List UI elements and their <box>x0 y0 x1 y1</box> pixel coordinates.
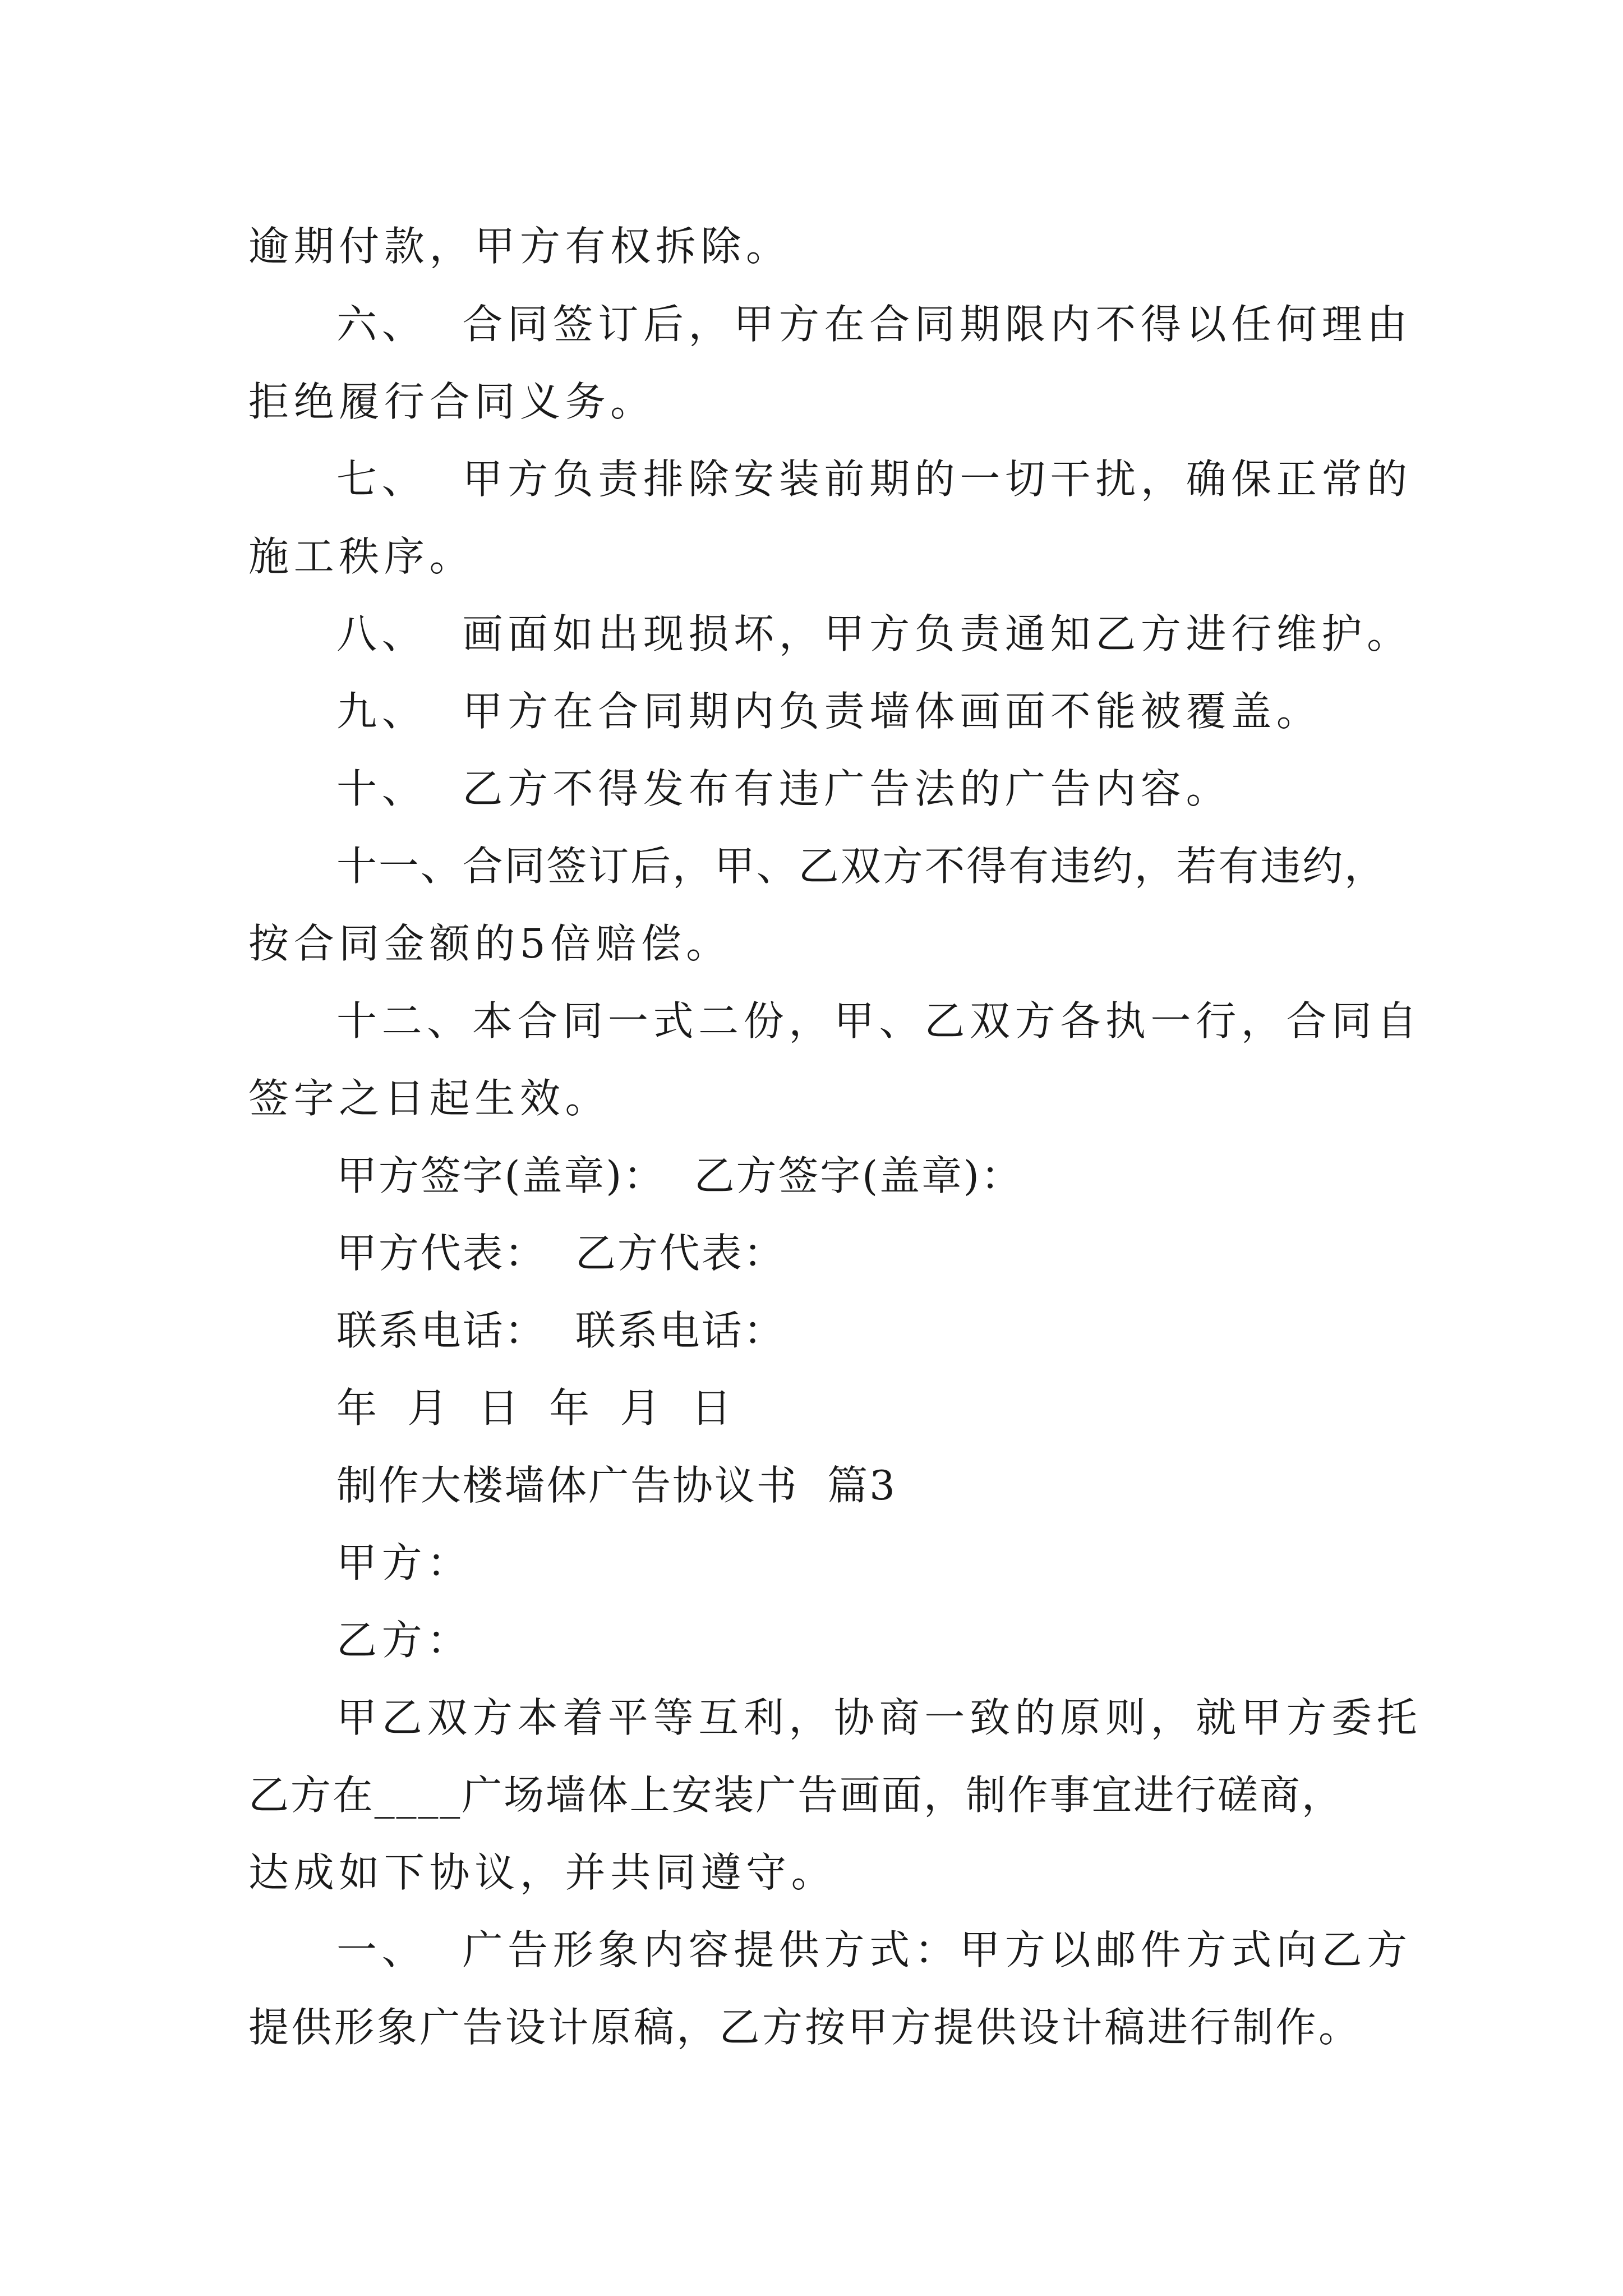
preamble-line-3: 达成如下协议，并共同遵守。 <box>248 1849 837 1896</box>
party-b-label: 乙方： <box>336 1617 472 1664</box>
text-line-overdue-payment: 逾期付款，甲方有权拆除。 <box>248 223 791 270</box>
preamble-line-2: 乙方在____广场墙体上安装广告画面，制作事宜进行磋商， <box>248 1772 1344 1819</box>
phone-line: 联系电话： 联系电话： <box>336 1307 786 1354</box>
date-line: 年 月 日 年 月 日 <box>336 1384 733 1432</box>
clause-7-line-1: 七、 甲方负责排除安装前期的一切干扰，确保正常的 <box>336 455 1412 503</box>
representative-line: 甲方代表： 乙方代表： <box>336 1230 786 1277</box>
clause-11-line-1: 十一、合同签订后，甲、乙双方不得有违约，若有违约， <box>336 843 1387 890</box>
clause-11-line-2: 按合同金额的5倍赔偿。 <box>248 920 731 967</box>
preamble-line-1: 甲乙双方本着平等互利，协商一致的原则，就甲方委托 <box>336 1694 1422 1741</box>
clause-10: 十、 乙方不得发布有违广告法的广告内容。 <box>336 765 1232 812</box>
clause-12-line-1: 十二、本合同一式二份，甲、乙双方各执一行，合同自 <box>336 997 1422 1045</box>
clause-6-line-2: 拒绝履行合同义务。 <box>248 378 656 425</box>
party-a-label: 甲方： <box>336 1539 472 1586</box>
clause-6-line-1: 六、 合同签订后，甲方在合同期限内不得以任何理由 <box>336 301 1412 348</box>
clause-1-line-2: 提供形象广告设计原稿，乙方按甲方提供设计稿进行制作。 <box>248 2004 1362 2051</box>
signature-line: 甲方签字(盖章)： 乙方签字(盖章)： <box>336 1152 1023 1199</box>
clause-12-line-2: 签字之日起生效。 <box>248 1075 611 1122</box>
clause-8: 八、 画面如出现损坏，甲方负责通知乙方进行维护。 <box>336 610 1412 657</box>
clause-7-line-2: 施工秩序。 <box>248 533 475 580</box>
clause-1-line-1: 一、 广告形象内容提供方式：甲方以邮件方式向乙方 <box>336 1926 1412 1973</box>
section-title: 制作大楼墙体广告协议书 篇3 <box>336 1462 897 1509</box>
clause-9: 九、 甲方在合同期内负责墙体画面不能被覆盖。 <box>336 688 1322 735</box>
